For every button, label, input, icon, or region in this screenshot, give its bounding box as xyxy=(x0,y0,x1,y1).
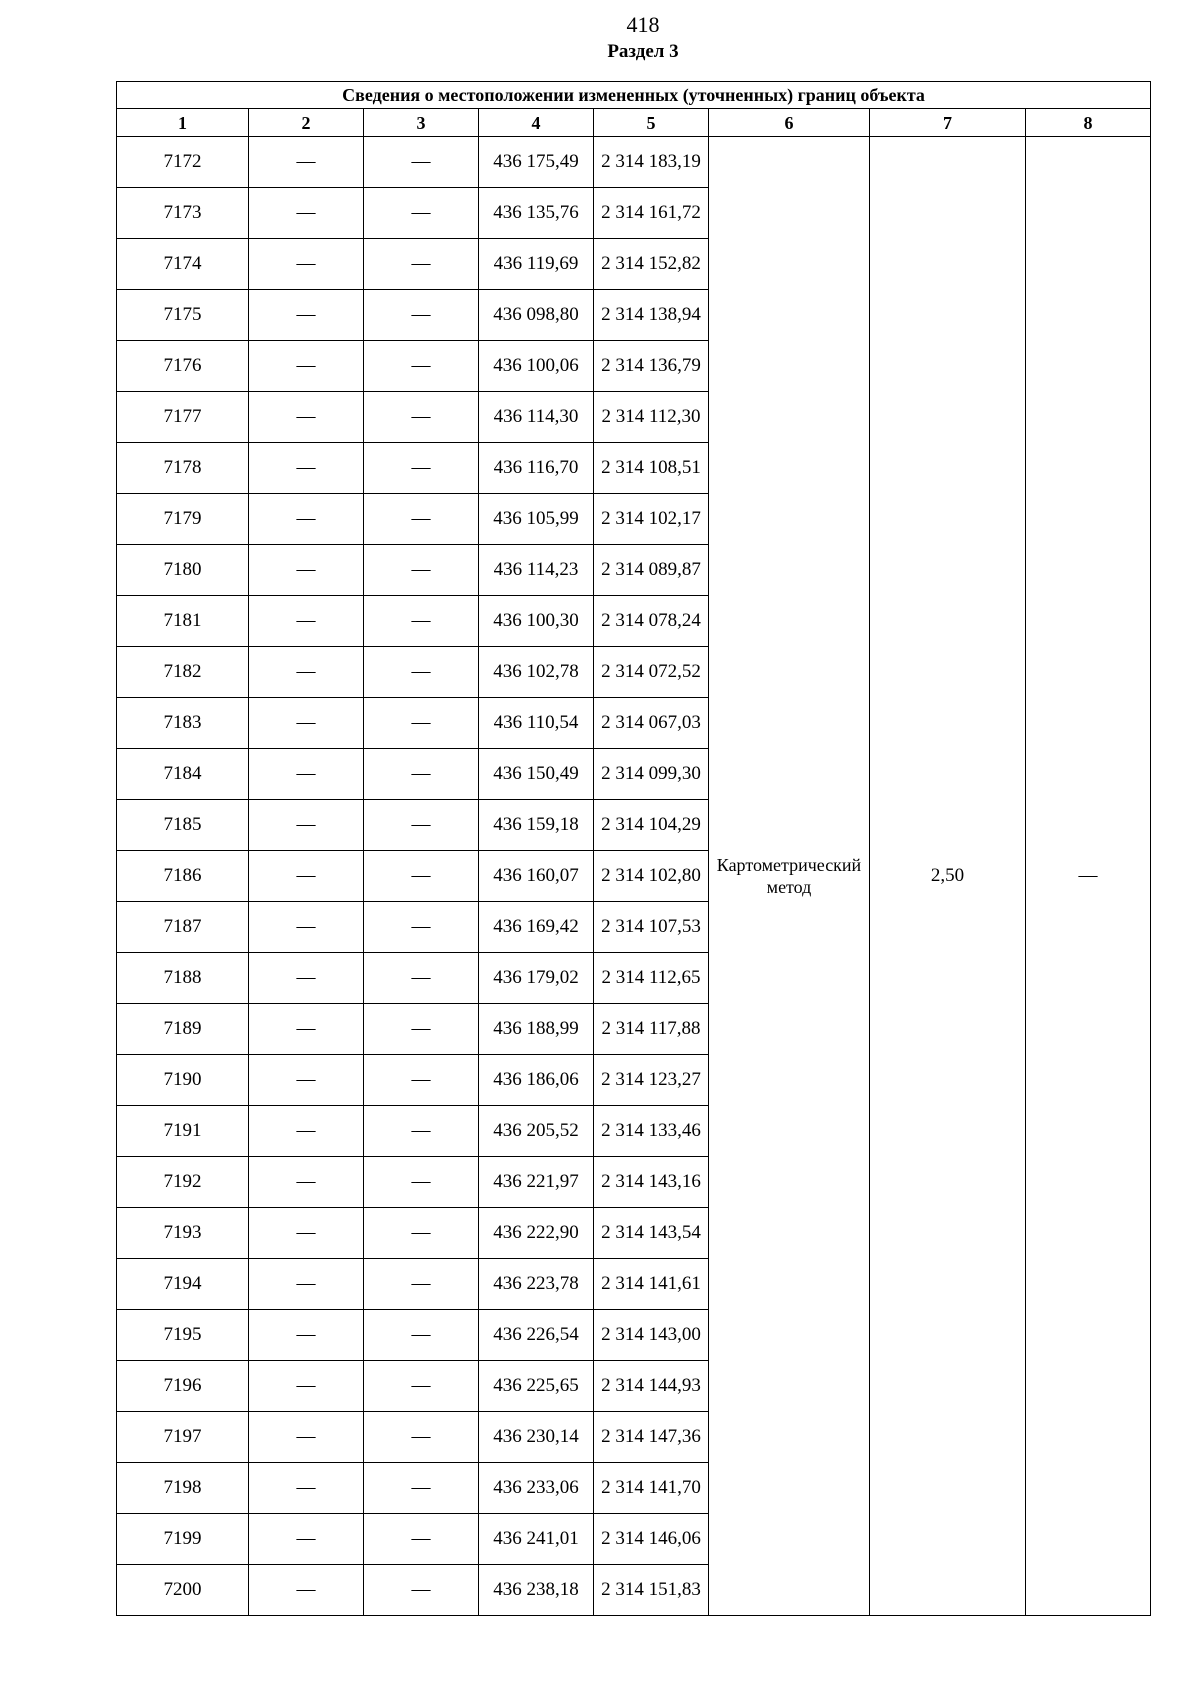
x-coordinate-cell: 436 223,78 xyxy=(479,1259,594,1310)
y-coordinate-cell: 2 314 117,88 xyxy=(594,1004,709,1055)
method-cell: Картометрический метод xyxy=(709,137,870,1616)
y-coordinate-cell: 2 314 123,27 xyxy=(594,1055,709,1106)
column-3-cell: — xyxy=(364,545,479,596)
x-coordinate-cell: 436 119,69 xyxy=(479,239,594,290)
column-2-cell: — xyxy=(249,1259,364,1310)
point-number-cell: 7199 xyxy=(117,1514,249,1565)
column-3-cell: — xyxy=(364,443,479,494)
x-coordinate-cell: 436 114,23 xyxy=(479,545,594,596)
column-number: 1 xyxy=(117,109,249,137)
y-coordinate-cell: 2 314 067,03 xyxy=(594,698,709,749)
column-3-cell: — xyxy=(364,494,479,545)
column-2-cell: — xyxy=(249,1514,364,1565)
x-coordinate-cell: 436 116,70 xyxy=(479,443,594,494)
x-coordinate-cell: 436 205,52 xyxy=(479,1106,594,1157)
y-coordinate-cell: 2 314 143,54 xyxy=(594,1208,709,1259)
column-3-cell: — xyxy=(364,1310,479,1361)
column-2-cell: — xyxy=(249,1565,364,1616)
x-coordinate-cell: 436 222,90 xyxy=(479,1208,594,1259)
x-coordinate-cell: 436 098,80 xyxy=(479,290,594,341)
column-2-cell: — xyxy=(249,1208,364,1259)
x-coordinate-cell: 436 230,14 xyxy=(479,1412,594,1463)
point-number-cell: 7173 xyxy=(117,188,249,239)
x-coordinate-cell: 436 110,54 xyxy=(479,698,594,749)
column-number: 3 xyxy=(364,109,479,137)
point-number-cell: 7183 xyxy=(117,698,249,749)
point-number-cell: 7184 xyxy=(117,749,249,800)
y-coordinate-cell: 2 314 104,29 xyxy=(594,800,709,851)
x-coordinate-cell: 436 169,42 xyxy=(479,902,594,953)
y-coordinate-cell: 2 314 102,80 xyxy=(594,851,709,902)
column-3-cell: — xyxy=(364,1157,479,1208)
column-2-cell: — xyxy=(249,1310,364,1361)
y-coordinate-cell: 2 314 146,06 xyxy=(594,1514,709,1565)
y-coordinate-cell: 2 314 152,82 xyxy=(594,239,709,290)
y-coordinate-cell: 2 314 138,94 xyxy=(594,290,709,341)
page-number: 418 xyxy=(626,12,660,37)
column-3-cell: — xyxy=(364,596,479,647)
point-number-cell: 7176 xyxy=(117,341,249,392)
x-coordinate-cell: 436 226,54 xyxy=(479,1310,594,1361)
y-coordinate-cell: 2 314 143,16 xyxy=(594,1157,709,1208)
point-number-cell: 7174 xyxy=(117,239,249,290)
point-number-cell: 7190 xyxy=(117,1055,249,1106)
accuracy-cell: 2,50 xyxy=(870,137,1026,1616)
x-coordinate-cell: 436 160,07 xyxy=(479,851,594,902)
column-number: 2 xyxy=(249,109,364,137)
column-3-cell: — xyxy=(364,1361,479,1412)
column-3-cell: — xyxy=(364,1463,479,1514)
column-number: 4 xyxy=(479,109,594,137)
section-title: Раздел 3 xyxy=(607,41,679,62)
column-number-row xyxy=(117,109,1151,137)
point-number-cell: 7189 xyxy=(117,1004,249,1055)
column-3-cell: — xyxy=(364,953,479,1004)
column-2-cell: — xyxy=(249,392,364,443)
x-coordinate-cell: 436 186,06 xyxy=(479,1055,594,1106)
x-coordinate-cell: 436 102,78 xyxy=(479,647,594,698)
x-coordinate-cell: 436 188,99 xyxy=(479,1004,594,1055)
column-3-cell: — xyxy=(364,1514,479,1565)
x-coordinate-cell: 436 179,02 xyxy=(479,953,594,1004)
column-2-cell: — xyxy=(249,851,364,902)
y-coordinate-cell: 2 314 108,51 xyxy=(594,443,709,494)
y-coordinate-cell: 2 314 136,79 xyxy=(594,341,709,392)
y-coordinate-cell: 2 314 107,53 xyxy=(594,902,709,953)
column-3-cell: — xyxy=(364,1565,479,1616)
column-2-cell: — xyxy=(249,1463,364,1514)
y-coordinate-cell: 2 314 161,72 xyxy=(594,188,709,239)
y-coordinate-cell: 2 314 147,36 xyxy=(594,1412,709,1463)
column-2-cell: — xyxy=(249,443,364,494)
y-coordinate-cell: 2 314 151,83 xyxy=(594,1565,709,1616)
column-2-cell: — xyxy=(249,494,364,545)
table-row xyxy=(117,137,1151,188)
y-coordinate-cell: 2 314 078,24 xyxy=(594,596,709,647)
y-coordinate-cell: 2 314 144,93 xyxy=(594,1361,709,1412)
column-2-cell: — xyxy=(249,596,364,647)
y-coordinate-cell: 2 314 141,61 xyxy=(594,1259,709,1310)
y-coordinate-cell: 2 314 099,30 xyxy=(594,749,709,800)
point-number-cell: 7177 xyxy=(117,392,249,443)
y-coordinate-cell: 2 314 072,52 xyxy=(594,647,709,698)
column-3-cell: — xyxy=(364,698,479,749)
column-2-cell: — xyxy=(249,290,364,341)
point-number-cell: 7178 xyxy=(117,443,249,494)
point-number-cell: 7187 xyxy=(117,902,249,953)
column-2-cell: — xyxy=(249,800,364,851)
x-coordinate-cell: 436 150,49 xyxy=(479,749,594,800)
column-number: 8 xyxy=(1026,109,1151,137)
x-coordinate-cell: 436 175,49 xyxy=(479,137,594,188)
point-number-cell: 7186 xyxy=(117,851,249,902)
y-coordinate-cell: 2 314 112,30 xyxy=(594,392,709,443)
column-3-cell: — xyxy=(364,749,479,800)
x-coordinate-cell: 436 225,65 xyxy=(479,1361,594,1412)
x-coordinate-cell: 436 114,30 xyxy=(479,392,594,443)
column-2-cell: — xyxy=(249,1412,364,1463)
y-coordinate-cell: 2 314 089,87 xyxy=(594,545,709,596)
column-3-cell: — xyxy=(364,1106,479,1157)
y-coordinate-cell: 2 314 102,17 xyxy=(594,494,709,545)
column-3-cell: — xyxy=(364,902,479,953)
point-number-cell: 7179 xyxy=(117,494,249,545)
column-3-cell: — xyxy=(364,290,479,341)
point-number-cell: 7181 xyxy=(117,596,249,647)
point-number-cell: 7180 xyxy=(117,545,249,596)
column-number: 6 xyxy=(709,109,870,137)
x-coordinate-cell: 436 100,30 xyxy=(479,596,594,647)
point-number-cell: 7197 xyxy=(117,1412,249,1463)
column-2-cell: — xyxy=(249,1157,364,1208)
x-coordinate-cell: 436 221,97 xyxy=(479,1157,594,1208)
y-coordinate-cell: 2 314 183,19 xyxy=(594,137,709,188)
x-coordinate-cell: 436 135,76 xyxy=(479,188,594,239)
column-3-cell: — xyxy=(364,1259,479,1310)
column-number: 7 xyxy=(870,109,1026,137)
point-number-cell: 7198 xyxy=(117,1463,249,1514)
x-coordinate-cell: 436 233,06 xyxy=(479,1463,594,1514)
x-coordinate-cell: 436 241,01 xyxy=(479,1514,594,1565)
column-2-cell: — xyxy=(249,1004,364,1055)
y-coordinate-cell: 2 314 112,65 xyxy=(594,953,709,1004)
point-number-cell: 7196 xyxy=(117,1361,249,1412)
point-number-cell: 7172 xyxy=(117,137,249,188)
column-2-cell: — xyxy=(249,1055,364,1106)
point-number-cell: 7192 xyxy=(117,1157,249,1208)
column-3-cell: — xyxy=(364,392,479,443)
column-2-cell: — xyxy=(249,341,364,392)
column-2-cell: — xyxy=(249,545,364,596)
column-2-cell: — xyxy=(249,698,364,749)
column-2-cell: — xyxy=(249,749,364,800)
table-caption: Сведения о местоположении измененных (уточненных) границ объекта xyxy=(117,82,1151,109)
y-coordinate-cell: 2 314 143,00 xyxy=(594,1310,709,1361)
column-3-cell: — xyxy=(364,239,479,290)
column-2-cell: — xyxy=(249,647,364,698)
y-coordinate-cell: 2 314 133,46 xyxy=(594,1106,709,1157)
point-number-cell: 7194 xyxy=(117,1259,249,1310)
column-2-cell: — xyxy=(249,953,364,1004)
column-3-cell: — xyxy=(364,851,479,902)
column-3-cell: — xyxy=(364,1412,479,1463)
x-coordinate-cell: 436 105,99 xyxy=(479,494,594,545)
point-number-cell: 7182 xyxy=(117,647,249,698)
column-2-cell: — xyxy=(249,1361,364,1412)
x-coordinate-cell: 436 238,18 xyxy=(479,1565,594,1616)
column-3-cell: — xyxy=(364,1208,479,1259)
column-3-cell: — xyxy=(364,1004,479,1055)
column-3-cell: — xyxy=(364,341,479,392)
column-3-cell: — xyxy=(364,137,479,188)
point-number-cell: 7200 xyxy=(117,1565,249,1616)
x-coordinate-cell: 436 159,18 xyxy=(479,800,594,851)
boundary-coordinates-table xyxy=(116,81,1151,1616)
column-2-cell: — xyxy=(249,1106,364,1157)
point-number-cell: 7188 xyxy=(117,953,249,1004)
point-number-cell: 7185 xyxy=(117,800,249,851)
column-8-cell: — xyxy=(1026,137,1151,1616)
x-coordinate-cell: 436 100,06 xyxy=(479,341,594,392)
column-3-cell: — xyxy=(364,1055,479,1106)
column-number: 5 xyxy=(594,109,709,137)
column-3-cell: — xyxy=(364,800,479,851)
y-coordinate-cell: 2 314 141,70 xyxy=(594,1463,709,1514)
column-2-cell: — xyxy=(249,137,364,188)
point-number-cell: 7191 xyxy=(117,1106,249,1157)
column-3-cell: — xyxy=(364,188,479,239)
point-number-cell: 7175 xyxy=(117,290,249,341)
column-2-cell: — xyxy=(249,188,364,239)
column-3-cell: — xyxy=(364,647,479,698)
point-number-cell: 7195 xyxy=(117,1310,249,1361)
point-number-cell: 7193 xyxy=(117,1208,249,1259)
column-2-cell: — xyxy=(249,902,364,953)
column-2-cell: — xyxy=(249,239,364,290)
